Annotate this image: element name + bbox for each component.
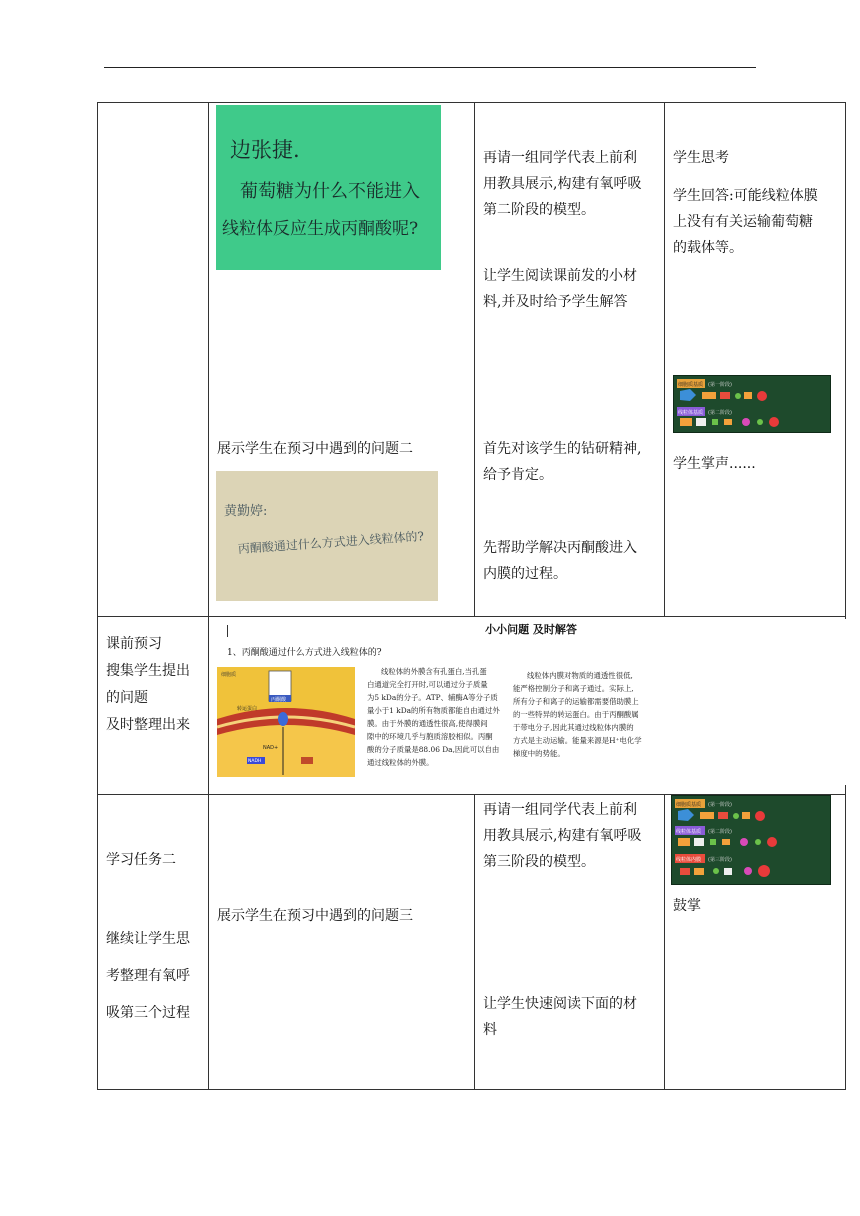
board2-stage3-tag: (第三阶段) — [708, 857, 732, 863]
board2-stage1-tag: (第一阶段) — [708, 802, 732, 808]
show-question-3: 展示学生在预习中遇到的问题三 — [217, 908, 413, 924]
board2-stage1: 细胞质基质 — [676, 802, 702, 808]
row2-label-cell — [98, 617, 209, 795]
row3-teacher-cell — [475, 795, 665, 1090]
lesson-table — [97, 102, 846, 1090]
teacher-p2: 让学生阅读课前发的小材 料,并及时给予学生解答 — [483, 268, 637, 310]
note1-line2: 线粒体反应生成丙酮酸呢? — [222, 219, 419, 239]
board1-stage1: 细胞质基质 — [678, 382, 704, 388]
diagram-label-nad: NAD+ — [263, 745, 279, 751]
diagram-label-space: 细胞质 — [221, 672, 237, 678]
material-title: 小小问题 及时解答 — [485, 623, 577, 636]
student-note-photo-1 — [216, 105, 441, 270]
diagram-label-pyruvate: 丙酮酸 — [271, 697, 287, 703]
row3-teacher-p2: 让学生快速阅读下面的材 料 — [483, 996, 637, 1038]
board1-stage1-tag: (第一阶段) — [708, 382, 732, 388]
note2-text: 丙酮酸通过什么方式进入线粒体的? — [237, 529, 425, 557]
student-p3: 学生掌声...... — [673, 456, 756, 472]
teacher-p4: 先帮助学解决丙酮酸进入 内膜的过程。 — [483, 540, 637, 582]
table-row — [98, 103, 846, 617]
board-photo-stage3 — [671, 795, 831, 885]
board1-stage2-tag: (第二阶段) — [708, 410, 732, 416]
material-question: 1、丙酮酸通过什么方式进入线粒体的? — [227, 648, 382, 658]
table-row — [98, 795, 846, 1090]
material-para-1: 线粒体的外膜含有孔蛋白,当孔蛋 白通道完全打开时,可以通过分子质量 为5 kDa的分子。ATP、辅酶A等分子质 量小于1 kDa的所有物质都能自由通过外 膜。由于外膜的通透性很高,使得膜间 隙中的环境几乎与胞质溶胶相似。丙酮 酸的分子质量是88.06 Da,因此可以自由 通过线粒体的外膜。 — [367, 667, 500, 767]
note1-name: 边张捷. — [230, 138, 300, 162]
row3-label-body: 继续让学生思 考整理有氧呼 吸第三个过程 — [106, 931, 190, 1021]
diagram-label-nadh: NADH — [248, 759, 262, 764]
row3-content-cell — [209, 795, 475, 1090]
row2-material-cell — [209, 617, 846, 795]
row3-teacher-p1: 再请一组同学代表上前利 用教具展示,构建有氧呼吸 第三阶段的模型。 — [483, 802, 642, 870]
note1-line1: 葡萄糖为什么不能进入 — [240, 181, 420, 202]
header-rule — [104, 67, 756, 68]
row3-student-cell — [665, 795, 846, 1090]
teacher-p3: 首先对该学生的钻研精神, 给予肯定。 — [483, 441, 642, 483]
row2-label: 课前预习 搜集学生提出 的问题 及时整理出来 — [106, 636, 190, 733]
row3-label-cell — [98, 795, 209, 1090]
board2-stage3: 线粒体内膜 — [676, 857, 702, 863]
row1-student-cell — [665, 103, 846, 617]
board2-stage2: 线粒体基质 — [676, 829, 702, 835]
reading-material-image — [213, 619, 849, 785]
row1-teacher-cell — [475, 103, 665, 617]
board-photo-stage2 — [673, 375, 831, 433]
row1-content-cell — [209, 103, 475, 617]
row1-label-cell — [98, 103, 209, 617]
teacher-p1: 再请一组同学代表上前利 用教具展示,构建有氧呼吸 第二阶段的模型。 — [483, 150, 642, 218]
student-p1: 学生思考 — [673, 150, 729, 166]
student-note-photo-2 — [216, 471, 438, 601]
board1-stage2: 线粒体基质 — [678, 410, 704, 416]
student-p2: 学生回答:可能线粒体膜 上没有有关运输葡萄糖 的载体等。 — [673, 188, 818, 256]
board2-stage2-tag: (第二阶段) — [708, 829, 732, 835]
note2-name: 黄勤婷: — [224, 504, 268, 519]
row3-student: 鼓掌 — [673, 898, 701, 914]
show-question-2: 展示学生在预习中遇到的问题二 — [217, 441, 413, 457]
mitochondria-diagram — [217, 667, 355, 777]
row3-label-title: 学习任务二 — [106, 852, 176, 868]
diagram-label-transporter: 转运蛋白 — [237, 706, 258, 712]
table-row — [98, 617, 846, 795]
material-para-2: 线粒体内膜对物质的通透性很低, 能严格控制分子和离子通过。实际上, 所有分子和离子的运输都需要借助膜上 的一些特异的转运蛋白。由于丙酮酸属 于带电分子,因此其通过线粒体内膜的 方式是主动运输。能量来源是H⁺电化学 梯度中的势能。 — [513, 671, 642, 758]
